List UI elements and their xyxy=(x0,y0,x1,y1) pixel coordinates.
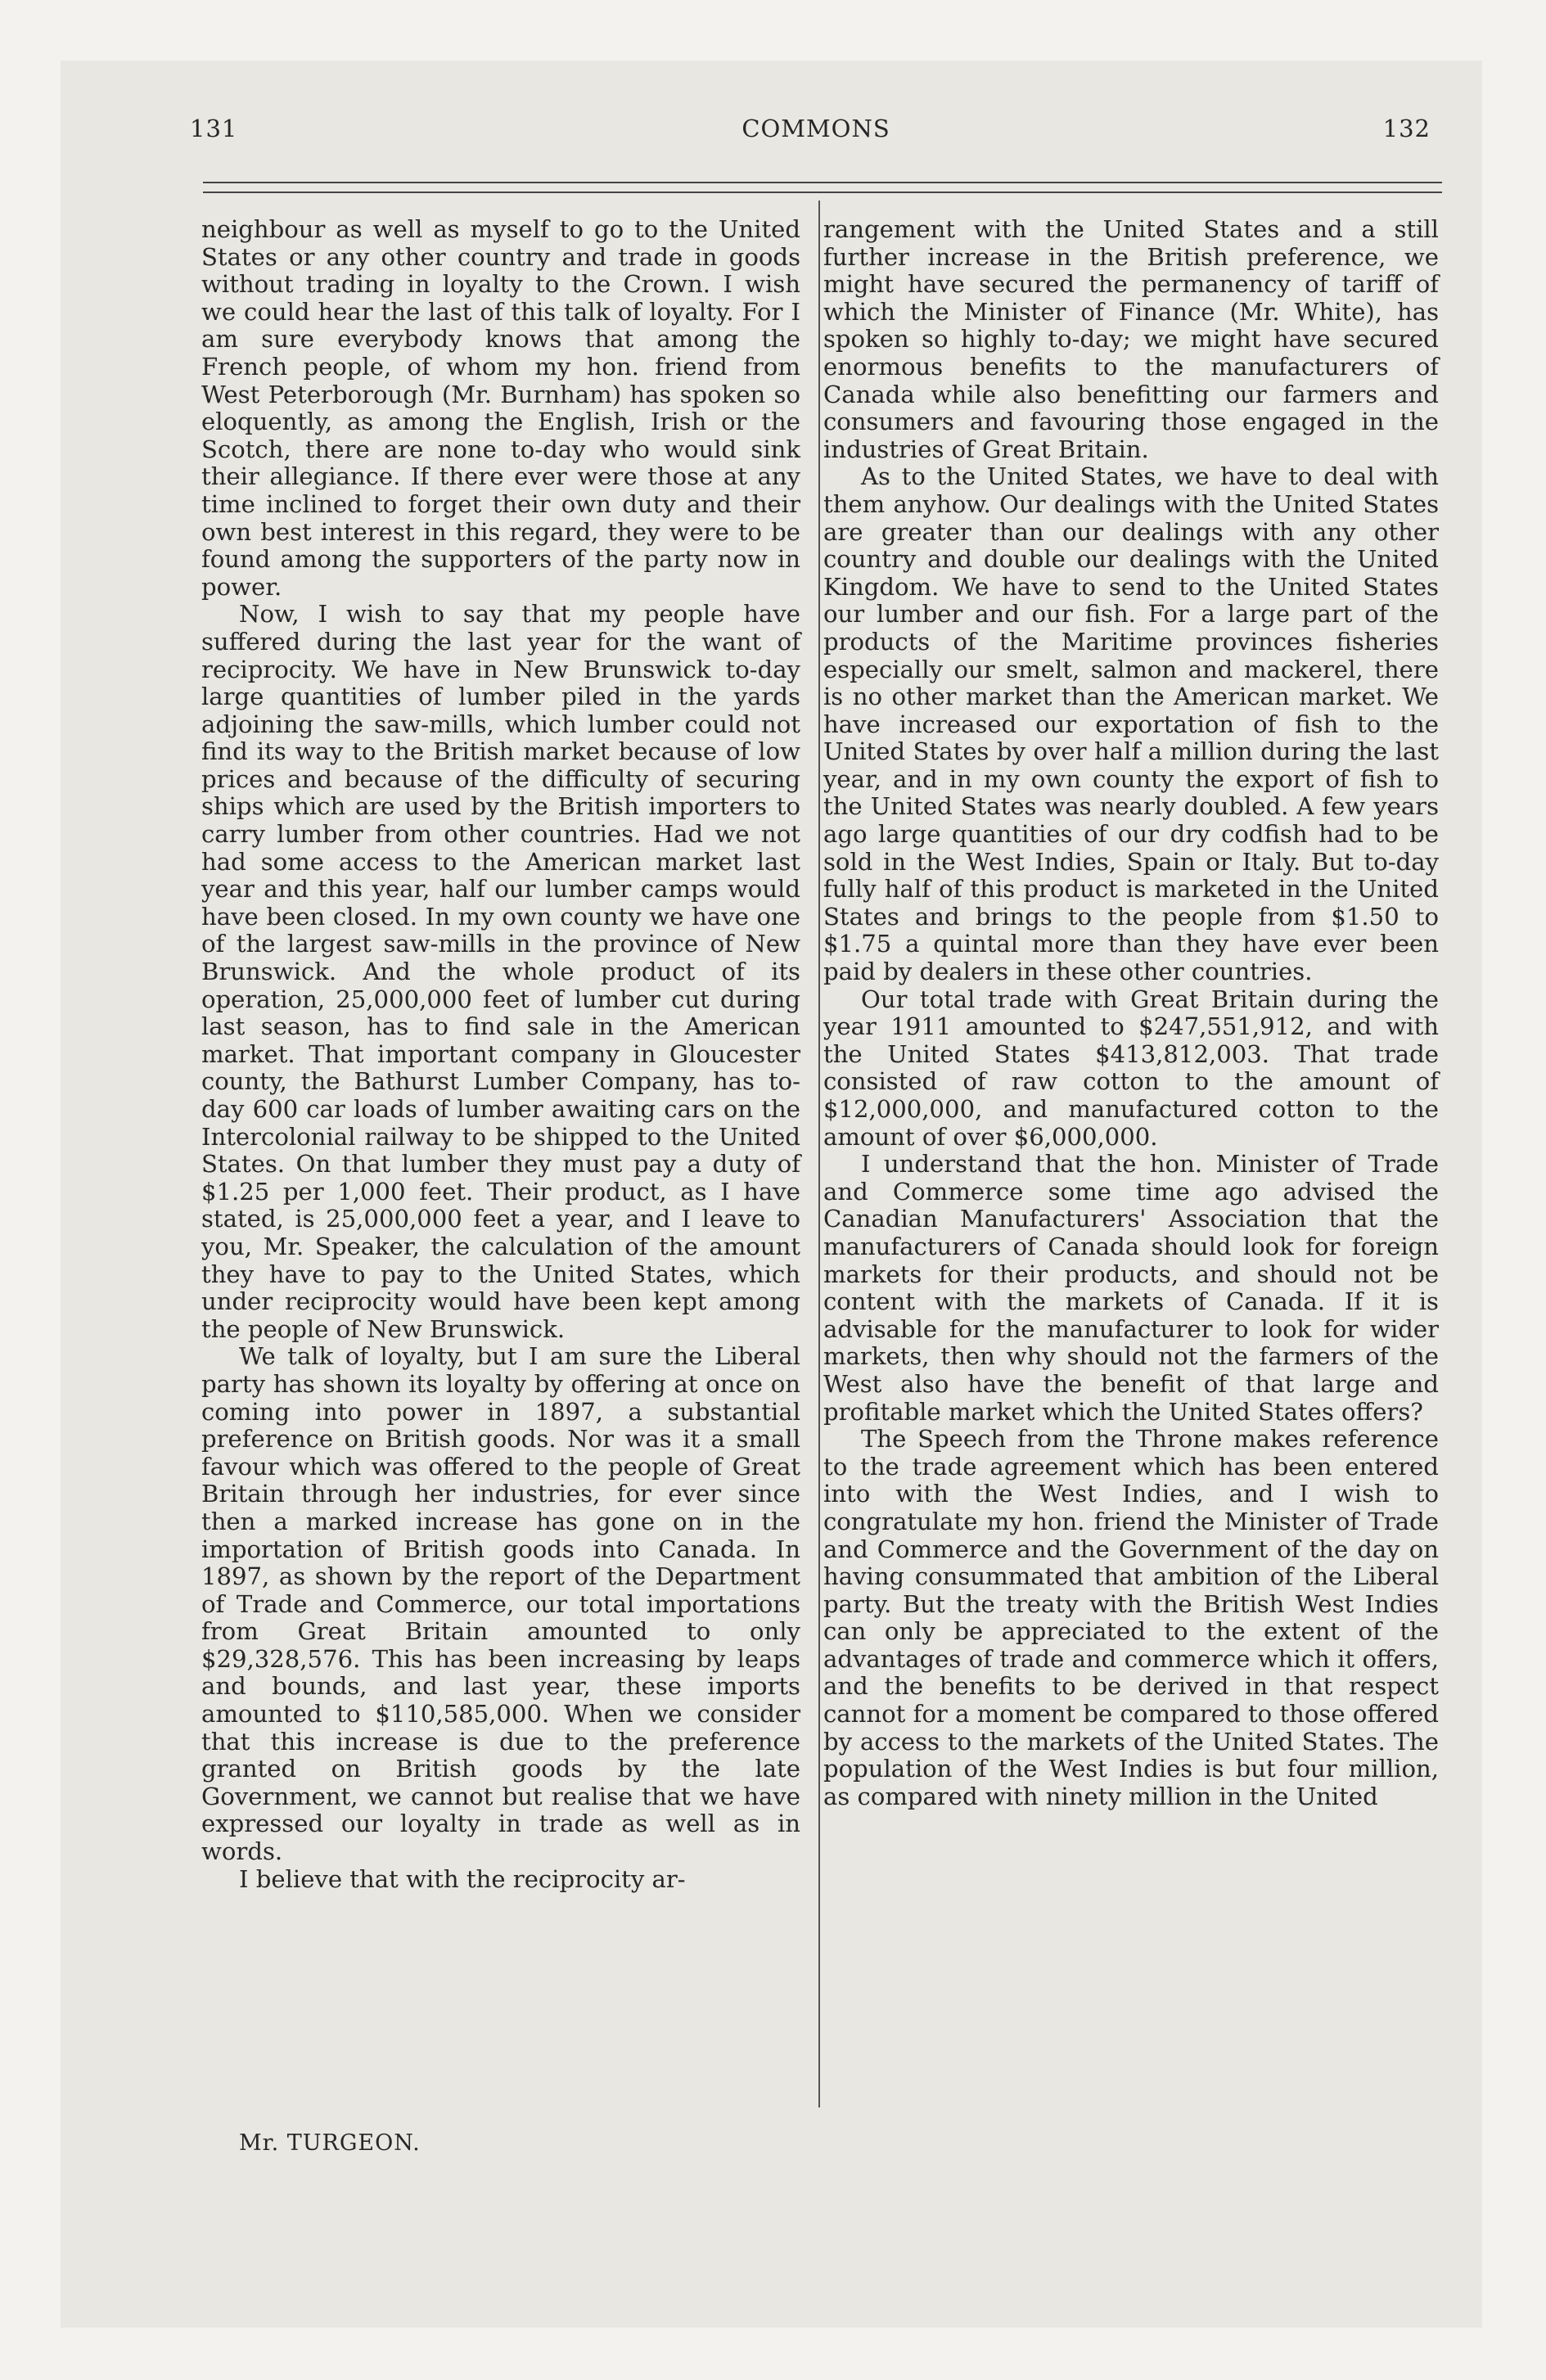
header-rule-top xyxy=(203,182,1442,183)
header-rule-bottom xyxy=(203,192,1442,193)
paragraph: Our total trade with Great Britain during the year 1911 amounted to $247,551,912, and with the United States $413,812,003. That trade consisted of raw cotton to the amount of $12,000,000, and manufactured cotton to the amount of over $6,000,000. xyxy=(823,985,1439,1151)
left-column xyxy=(201,216,800,1893)
paragraph: I understand that the hon. Minister of Trade and Commerce some time ago advised the Canadian Manufacturers' Association that the manufacturers of Canada should look for foreign markets for their products, and should not be content with the markets of Canada. If it is advisable for the manufacturer to look for wider markets, then why should not the farmers of the West also have the benefit of that large and profitable market which the United States offers? xyxy=(823,1150,1439,1426)
page-header xyxy=(190,115,1442,156)
paragraph: Now, I wish to say that my people have suffered during the last year for the want of reciprocity. We have in New Brunswick to-day large quantities of lumber piled in the yards adjoining the saw-mills, which lumber could not find its way to the British market because of low prices and because of the difficulty of securing ships which are used by the British importers to carry lumber from other countries. Had we not had some access to the American market last year and this year, half our lumber camps would have been closed. In my own county we have one of the largest saw-mills in the province of New Brunswick. And the whole product of its operation, 25,000,000 feet of lumber cut during last season, has to find sale in the American market. That important company in Gloucester county, the Bathurst Lumber Company, has to-day 600 car loads of lumber awaiting cars on the Intercolonial railway to be shipped to the United States. On that lumber they must pay a duty of $1.25 per 1,000 feet. Their product, as I have stated, is 25,000,000 feet a year, and I leave to you, Mr. Speaker, the calculation of the amount they have to pay to the United States, which under reciprocity would have been kept among the people of New Brunswick. xyxy=(201,600,800,1343)
paragraph: As to the United States, we have to deal with them anyhow. Our dealings with the United States are greater than our dealings with any other country and double our dealings with the United Kingdom. We have to send to the United States our lumber and our fish. For a large part of the products of the Maritime provinces fisheries especially our smelt, salmon and mackerel, there is no other market than the American market. We have increased our exportation of fish to the United States by over half a million during the last year, and in my own county the export of fish to the United States was nearly doubled. A few years ago large quantities of our dry codfish had to be sold in the West Indies, Spain or Italy. But to-day fully half of this product is marketed in the United States and brings to the people from $1.50 to $1.75 a quintal more than they have ever been paid by dealers in these other countries. xyxy=(823,462,1439,986)
paragraph: We talk of loyalty, but I am sure the Liberal party has shown its loyalty by offering at once on coming into power in 1897, a substantial preference on British goods. Nor was it a small favour which was offered to the people of Great Britain through her industries, for ever since then a marked increase has gone on in the importation of British goods into Canada. In 1897, as shown by the report of the Department of Trade and Commerce, our total importations from Great Britain amounted to only $29,328,576. This has been increasing by leaps and bounds, and last year, these imports amounted to $110,585,000. When we consider that this increase is due to the preference granted on British goods by the late Government, we cannot but realise that we have expressed our loyalty in trade as well as in words. xyxy=(201,1342,800,1866)
paragraph: I believe that with the reciprocity ar- xyxy=(239,1864,686,1893)
page-number-left: 131 xyxy=(190,115,238,142)
paragraph: neighbour as well as myself to go to the United States or any other country and trade in goods without trading in loyalty to the Crown. I wish we could hear the last of this talk of loyalty. For I am sure everybody knows that among the French people, of whom my hon. friend from West Peterborough (Mr. Burnham) has spoken so eloquently, as among the English, Irish or the Scotch, there are none to-day who would sink their allegiance. If there ever were those at any time inclined to forget their own duty and their own best interest in this regard, they were to be found among the supporters of the party now in power. xyxy=(201,215,800,601)
paragraph: The Speech from the Throne makes reference to the trade agreement which has been entered into with the West Indies, and I wish to congratulate my hon. friend the Minister of Trade and Commerce and the Government of the day on having consummated that ambition of the Liberal party. But the treaty with the British West Indies can only be appreciated to the extent of the advantages of trade and commerce which it offers, and the benefits to be derived in that respect cannot for a moment be compared to those offered by access to the markets of the United States. The population of the West Indies is but four million, as compared with ninety million in the United xyxy=(823,1425,1439,1810)
paragraph: rangement with the United States and a still further increase in the British preference, we might have secured the permanency of tariff of which the Minister of Finance (Mr. White), has spoken so highly to-day; we might have secured enormous benefits to the manufacturers of Canada while also benefitting our farmers and consumers and favouring those engaged in the industries of Great Britain. xyxy=(823,215,1439,463)
column-divider xyxy=(818,201,820,2107)
speaker-name-footer: Mr. TURGEON. xyxy=(239,2130,421,2156)
running-title: COMMONS xyxy=(741,115,890,142)
right-column xyxy=(823,216,1439,1810)
page-number-right: 132 xyxy=(1382,115,1431,142)
